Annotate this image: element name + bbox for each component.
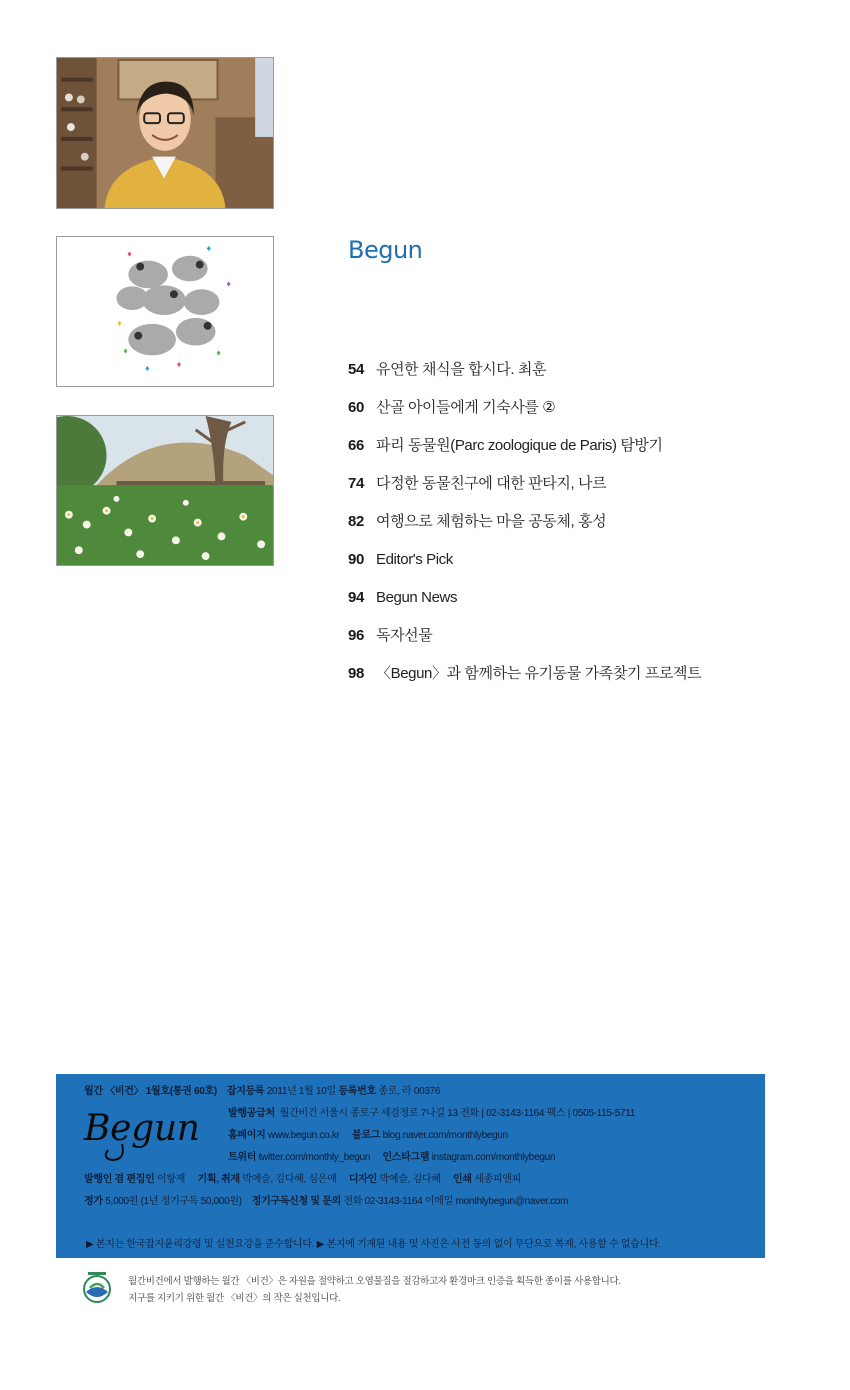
twitter-label: 트위터 [228, 1152, 257, 1163]
price-line [84, 1192, 568, 1207]
toc-title: 다정한 동물친구에 대한 판타지, 나르 [376, 475, 607, 492]
registration-no-label: 등록번호 [338, 1086, 376, 1097]
eco-certification-icon [82, 1272, 112, 1304]
registration-no-value: 종로, 라 00376 [378, 1086, 441, 1097]
svg-text:♦: ♦ [215, 349, 222, 358]
toc-item[interactable] [348, 510, 701, 548]
publisher-value: 월간비건 서울시 종로구 세검정로 7나길 13 전화 | 02-3143-1164 팩스 | 0505-115-5711 [279, 1108, 636, 1119]
svg-text:♦: ♦ [175, 361, 183, 370]
toc-title: 여행으로 체험하는 마을 공동체, 홍성 [376, 513, 607, 530]
begun-logo [82, 1100, 207, 1162]
svg-text:♦: ♦ [126, 250, 133, 259]
colophon-box [56, 1074, 765, 1258]
instagram-link[interactable]: instagram.com/monthlybegun [431, 1152, 556, 1163]
editor-label: 발행인 겸 편집인 [84, 1174, 155, 1185]
design-value: 박예슬, 김다혜 [379, 1174, 441, 1185]
homepage-label: 홈페이지 [228, 1130, 266, 1141]
toc-title: Editor's Pick [376, 551, 453, 568]
toc-title: 유연한 채식을 합시다. 최훈 [376, 361, 547, 378]
blog-link[interactable]: blog.naver.com/monthlybegun [382, 1130, 508, 1141]
publisher-label: 발행공급처 [228, 1108, 275, 1119]
staff-line [84, 1170, 521, 1185]
twitter-link[interactable]: twitter.com/monthly_begun [258, 1152, 371, 1163]
planning-value: 박예슬, 김다혜, 심은애 [242, 1174, 337, 1185]
publisher-line [228, 1104, 635, 1119]
table-of-contents [348, 358, 701, 700]
toc-page-number: 94 [348, 589, 364, 606]
planning-label: 기획, 취재 [197, 1174, 240, 1185]
copyright-notice: ▶ 본지는 한국잡지윤리강령 및 실천요강을 준수합니다. ▶ 본지에 기재된 내용 및 사진은 사전 동의 없이 무단으로 복제, 사용할 수 없습니다. [86, 1239, 661, 1250]
toc-item[interactable] [348, 472, 701, 510]
editor-value: 이항재 [156, 1174, 186, 1185]
toc-item[interactable] [348, 396, 701, 434]
svg-text:♦: ♦ [122, 347, 129, 356]
blog-label: 블로그 [352, 1130, 381, 1141]
toc-page-number: 90 [348, 551, 364, 568]
toc-item[interactable] [348, 548, 701, 586]
web-line [228, 1126, 508, 1141]
price-value: 5,000원 (1년 정기구독 50,000원) [105, 1196, 242, 1207]
toc-title: 독자선물 [376, 627, 433, 644]
village-photo [56, 415, 274, 566]
issue-label: 월간 〈비건〉 1월호(통권 60호) [84, 1086, 217, 1097]
subscribe-value: 전화 02-3143-1164 이메일 monthlybegun@naver.com [343, 1196, 569, 1207]
svg-text:♦: ♦ [225, 280, 232, 289]
svg-text:♦: ♦ [116, 319, 123, 328]
toc-title: 〈Begun〉과 함께하는 유기동물 가족찾기 프로젝트 [376, 665, 702, 682]
section-title: Begun [348, 236, 423, 264]
price-label: 정가 [84, 1196, 103, 1207]
print-value: 세종피앤피 [474, 1174, 522, 1185]
registration-label: 잡지등록 [226, 1086, 265, 1097]
toc-item[interactable] [348, 662, 701, 700]
footer-line-1: 월간비건에서 발행하는 월간 〈비건〉은 자원을 절약하고 오염물질을 절감하고자 환경마크 인증을 획득한 종이를 사용합니다. [128, 1276, 621, 1287]
toc-item[interactable] [348, 586, 701, 624]
toc-page-number: 66 [348, 437, 364, 454]
design-label: 디자인 [348, 1174, 378, 1185]
homepage-link[interactable]: www.begun.co.kr [267, 1130, 340, 1141]
toc-item[interactable] [348, 624, 701, 662]
subscribe-label: 정기구독신청 및 문의 [251, 1196, 341, 1207]
toc-page-number: 54 [348, 361, 364, 378]
toc-page-number: 60 [348, 399, 364, 416]
toc-title: 산골 아이들에게 기숙사를 ② [376, 399, 556, 416]
issue-line [84, 1082, 440, 1097]
print-label: 인쇄 [453, 1174, 472, 1185]
instagram-label: 인스타그램 [382, 1152, 430, 1163]
toc-page-number: 98 [348, 665, 364, 682]
social-line [228, 1148, 555, 1163]
toc-title: 파리 동물원(Parc zoologique de Paris) 탐방기 [376, 437, 663, 454]
toc-page-number: 74 [348, 475, 364, 492]
toc-item[interactable] [348, 434, 701, 472]
toc-item[interactable] [348, 358, 701, 396]
footer-line-2: 지구를 지키기 위한 월간 〈비건〉의 작은 실천입니다. [128, 1293, 341, 1304]
svg-text:♦: ♦ [144, 365, 151, 374]
registration-value: 2011년 1월 10일 [266, 1086, 336, 1097]
toc-title: Begun News [376, 589, 458, 606]
toc-page-number: 82 [348, 513, 364, 530]
svg-text:♦: ♦ [205, 244, 212, 253]
lamb-illustration [56, 236, 274, 387]
portrait-photo [56, 57, 274, 209]
toc-page-number: 96 [348, 627, 364, 644]
svg-text:Begun: Begun [84, 1108, 200, 1149]
